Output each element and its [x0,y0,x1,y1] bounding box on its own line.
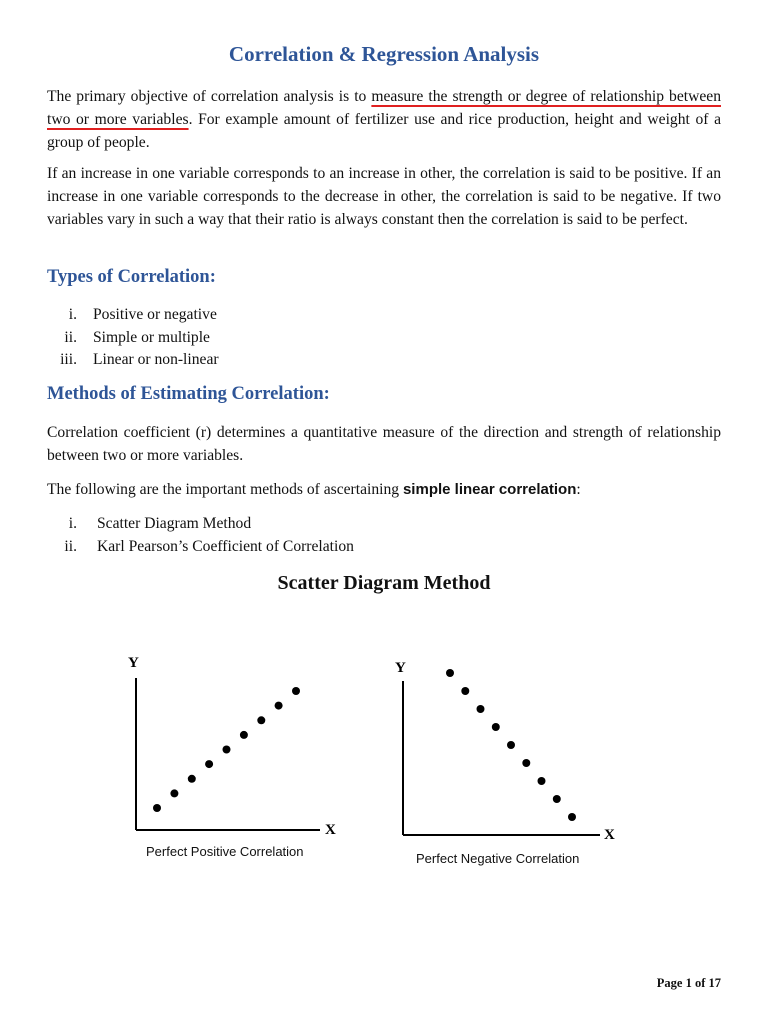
positive-points [153,687,300,812]
negative-scatter-chart [390,655,630,845]
intro-paragraph [47,85,721,154]
methods-lead-text: The following are the important methods of ascertaining [47,481,403,498]
definition-paragraph: If an increase in one variable corresponds to an increase in other, the correlation is said to be positive. If an increase in one variable corresponds to the decrease in other, the correlation is said to be negative. If two variables vary in such a way that their ratio is always constant then the correlation is said to be perfect. [47,165,721,228]
scatter-point [257,716,265,724]
y-axis-label: Y [128,655,139,671]
scatter-point [538,777,546,785]
methods-list [47,513,547,558]
scatter-point [492,723,500,731]
types-list-item [47,327,447,350]
list-number: ii. [64,328,77,346]
types-list-item [47,304,447,327]
methods-lead [47,478,721,501]
x-axis-label: X [604,827,615,843]
scatter-point [240,731,248,739]
negative-caption: Perfect Negative Correlation [416,851,580,866]
intro-text-before: The primary objective of correlation analysis is to [47,88,372,105]
page-number: Page 1 of 17 [656,976,721,990]
scatter-heading: Scatter Diagram Method [277,572,491,594]
methods-list-item [47,513,547,536]
scatter-point [223,746,231,754]
types-heading: Types of Correlation: [47,267,216,287]
scatter-point [507,741,515,749]
y-axis-label: Y [395,660,406,676]
methods-lead-colon: : [576,481,581,498]
scatter-point [553,795,561,803]
scatter-point [188,775,196,783]
scatter-point [170,789,178,797]
scatter-point [153,804,161,812]
list-text: Positive or negative [93,306,217,323]
intro-text-after: . For example amount of fertilizer use and rice production, height and weight of a group of people. [47,111,721,151]
list-text: Karl Pearson’s Coefficient of Correlation [97,537,354,555]
scatter-point [568,813,576,821]
list-number: i. [68,515,77,532]
scatter-point [205,760,213,768]
scatter-point [292,687,300,695]
positive-caption: Perfect Positive Correlation [146,844,304,859]
methods-heading: Methods of Estimating Correlation: [47,384,330,404]
list-number: iii. [60,351,77,368]
scatter-point [522,759,530,767]
x-axis-label: X [325,822,336,838]
list-number: ii. [64,537,77,555]
document-title: Correlation & Regression Analysis [228,42,540,66]
methods-lead-bold: simple linear correlation [402,481,577,498]
list-text: Linear or non-linear [93,351,219,368]
methods-list-item [47,536,547,559]
types-list-item [47,349,447,372]
positive-scatter-chart [120,650,350,840]
list-number: i. [68,306,77,323]
negative-points [446,669,576,821]
list-text: Simple or multiple [93,328,210,346]
scatter-point [275,702,283,710]
methods-paragraph: Correlation coefficient (r) determines a quantitative measure of the direction and strength of relationship between two or more variables. [47,424,721,464]
scatter-point [461,687,469,695]
scatter-point [446,669,454,677]
intro-underlined-phrase: measure the strength or degree of relationship between two or more variables [47,88,721,128]
scatter-point [477,705,485,713]
types-list [47,304,447,372]
list-text: Scatter Diagram Method [97,515,252,532]
